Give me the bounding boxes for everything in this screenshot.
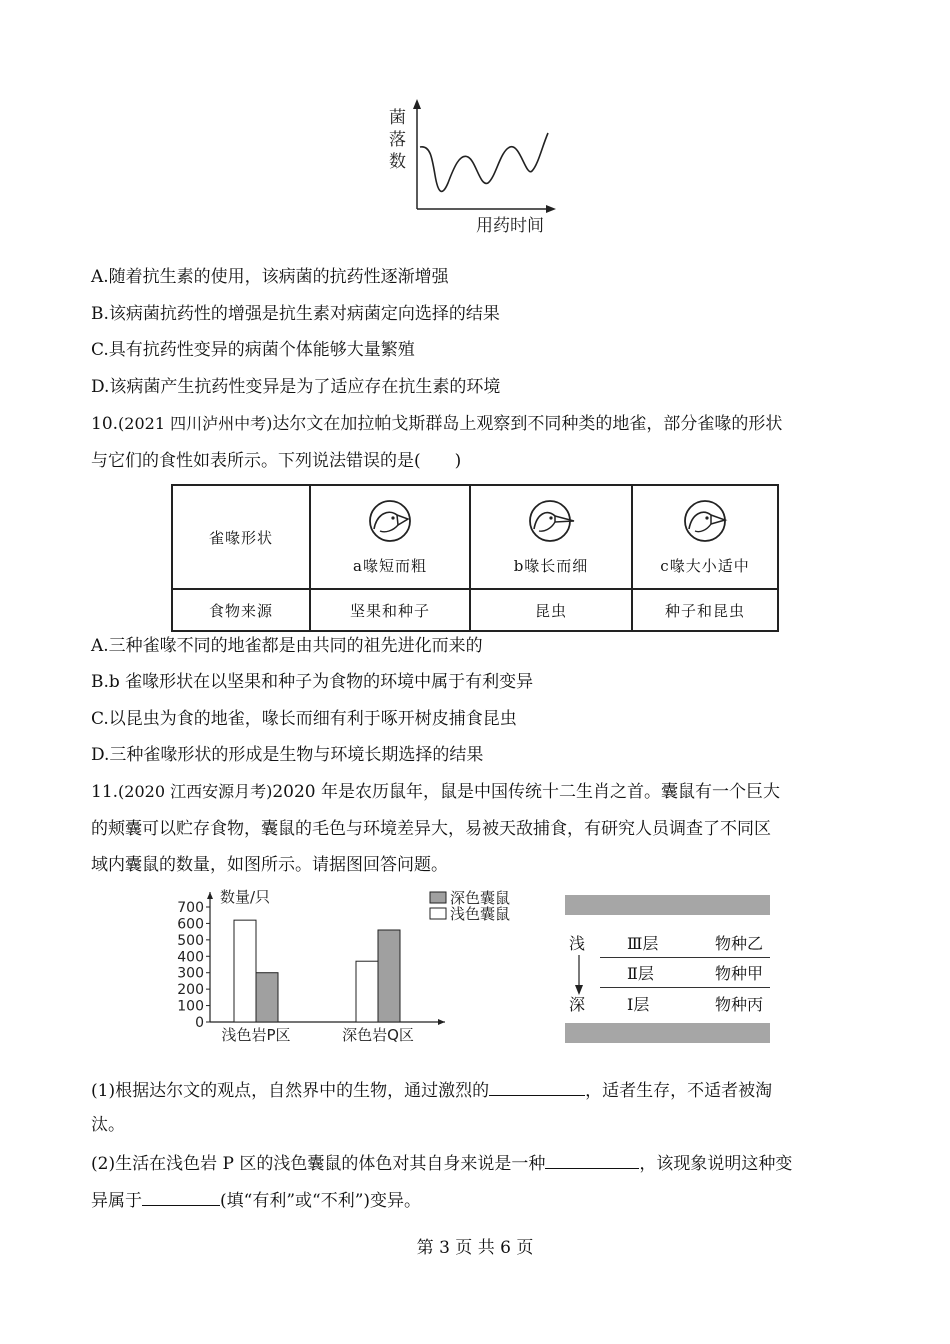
chart-bars bbox=[234, 920, 400, 1022]
y-tick-label: 600 bbox=[177, 916, 204, 933]
q10-source: (2021 四川泸州中考) bbox=[118, 414, 273, 433]
q11-sub2-text-a: (2)生活在浅色岩 P 区的浅色囊鼠的体色对其自身来说是一种 bbox=[91, 1154, 546, 1174]
beak-cell-a bbox=[310, 485, 470, 589]
layer-name-1: Ⅰ层 bbox=[627, 995, 650, 1014]
q11-stem-line3: 域内囊鼠的数量，如图所示。请据图回答问题。 bbox=[91, 855, 448, 875]
q10-option-b: B.b 雀喙形状在以坚果和种子为食物的环境中属于有利变异 bbox=[91, 672, 534, 692]
q9-option-c: C.具有抗药性变异的病菌个体能够大量繁殖 bbox=[91, 340, 415, 360]
y-tick-label: 400 bbox=[177, 949, 204, 966]
y-label-3: 数 bbox=[389, 152, 406, 172]
q11-sub2-text-d: (填“有利”或“不利”)变异。 bbox=[220, 1191, 422, 1211]
y-tick-label: 0 bbox=[195, 1015, 204, 1031]
x-axis-arrow bbox=[438, 1019, 445, 1025]
bird-head-long-thin-icon bbox=[525, 499, 577, 543]
q11-sub2-blank-1[interactable] bbox=[545, 1150, 639, 1169]
beak-row-header: 雀喙形状 bbox=[172, 485, 310, 589]
q11-sub2-line1 bbox=[91, 1150, 792, 1176]
x-label: 用药时间 bbox=[476, 216, 544, 236]
chart-legend bbox=[430, 889, 510, 923]
deep-label: 深 bbox=[569, 995, 586, 1014]
q11-sub1-text-a: (1)根据达尔文的观点，自然界中的生物，通过激烈的 bbox=[91, 1081, 490, 1101]
beak-cell-c bbox=[632, 485, 778, 589]
q10-stem-text: 达尔文在加拉帕戈斯群岛上观察到不同种类的地雀，部分雀喙的形状 bbox=[272, 414, 783, 434]
q10-stem-line2: 与它们的食性如表所示。下列说法错误的是( ) bbox=[91, 451, 462, 471]
top-boundary-bar bbox=[565, 895, 770, 915]
layer-species-1: 物种丙 bbox=[715, 995, 764, 1014]
legend-swatch bbox=[430, 892, 446, 903]
layer-name-3: Ⅲ层 bbox=[627, 934, 659, 953]
q11-stem-line2: 的颊囊可以贮存食物，囊鼠的毛色与环境差异大，易被天敌捕食，有研究人员调查了不同区 bbox=[91, 819, 771, 839]
layer-diagram bbox=[565, 895, 770, 1045]
bird-head-short-thick-icon bbox=[365, 499, 415, 543]
gopher-count-bar-chart bbox=[170, 882, 540, 1050]
food-cell-b: 昆虫 bbox=[470, 589, 632, 631]
bar-深色囊鼠-深色岩Q区 bbox=[378, 930, 400, 1022]
bottom-boundary-bar bbox=[565, 1023, 770, 1043]
x-tick-label: 浅色岩P区 bbox=[221, 1026, 291, 1044]
y-label-1: 菌 bbox=[389, 108, 406, 128]
y-axis-arrow bbox=[207, 892, 213, 899]
q11-sub2-text-c: 异属于 bbox=[91, 1191, 142, 1211]
colony-count-graph bbox=[380, 95, 580, 240]
beak-label-b: b喙长而细 bbox=[513, 556, 589, 575]
beak-cell-b bbox=[470, 485, 632, 589]
q10-option-c: C.以昆虫为食的地雀，喙长而细有利于啄开树皮捕食昆虫 bbox=[91, 709, 517, 729]
layer-divider-2 bbox=[600, 987, 770, 988]
y-tick-label: 300 bbox=[177, 965, 204, 982]
q11-stem-text: 2020 年是农历鼠年，鼠是中国传统十二生肖之首。囊鼠有一个巨大 bbox=[272, 782, 781, 802]
bar-浅色囊鼠-浅色岩P区 bbox=[234, 920, 256, 1022]
layer-divider-1 bbox=[600, 957, 770, 958]
layer-species-3: 物种乙 bbox=[715, 934, 764, 953]
beak-label-c: c喙大小适中 bbox=[660, 556, 750, 575]
q11-sub1-text-b: ，适者生存，不适者被淘 bbox=[585, 1081, 773, 1101]
food-cell-a: 坚果和种子 bbox=[310, 589, 470, 631]
q9-option-b: B.该病菌抗药性的增强是抗生素对病菌定向选择的结果 bbox=[91, 304, 500, 324]
layer-name-2: Ⅱ层 bbox=[627, 964, 654, 983]
q11-sub1-line1 bbox=[91, 1077, 772, 1103]
colony-curve bbox=[420, 133, 548, 191]
shallow-label: 浅 bbox=[569, 934, 586, 953]
depth-arrow-icon bbox=[573, 955, 585, 995]
q11-stem-line1 bbox=[91, 780, 780, 804]
q11-sub2-text-b: ，该现象说明这种变 bbox=[639, 1154, 793, 1174]
q11-sub1-line2: 汰。 bbox=[91, 1115, 125, 1135]
y-tick-label: 200 bbox=[177, 982, 204, 999]
legend-label: 深色囊鼠 bbox=[450, 889, 511, 907]
y-axis-title: 数量/只 bbox=[220, 888, 271, 906]
y-tick-label: 500 bbox=[177, 932, 204, 949]
q9-option-d: D.该病菌产生抗药性变异是为了适应存在抗生素的环境 bbox=[91, 377, 501, 397]
layer-species-2: 物种甲 bbox=[715, 964, 764, 983]
beak-label-a: a喙短而粗 bbox=[353, 556, 427, 575]
food-row-header: 食物来源 bbox=[172, 589, 310, 631]
bird-head-medium-icon bbox=[680, 499, 730, 543]
q9-option-a: A.随着抗生素的使用，该病菌的抗药性逐渐增强 bbox=[91, 267, 449, 287]
x-tick-label: 深色岩Q区 bbox=[342, 1026, 414, 1044]
q11-source: (2020 江西安源月考) bbox=[118, 782, 273, 801]
y-tick-label: 100 bbox=[177, 998, 204, 1015]
page-footer: 第 3 页 共 6 页 bbox=[416, 1238, 534, 1258]
q10-stem-line1 bbox=[91, 412, 782, 436]
y-label-2: 落 bbox=[389, 130, 406, 150]
bar-深色囊鼠-浅色岩P区 bbox=[256, 973, 278, 1022]
y-tick-label: 700 bbox=[177, 900, 204, 916]
q11-number: 11. bbox=[91, 782, 119, 802]
beak-table bbox=[171, 484, 779, 632]
q10-option-a: A.三种雀喙不同的地雀都是由共同的祖先进化而来的 bbox=[91, 636, 483, 656]
legend-label: 浅色囊鼠 bbox=[450, 905, 511, 923]
food-cell-c: 种子和昆虫 bbox=[632, 589, 778, 631]
q10-number: 10. bbox=[91, 414, 119, 434]
legend-swatch bbox=[430, 908, 446, 919]
q11-sub2-line2 bbox=[91, 1187, 421, 1213]
q11-sub1-blank[interactable] bbox=[489, 1077, 585, 1096]
q10-option-d: D.三种雀喙形状的形成是生物与环境长期选择的结果 bbox=[91, 745, 484, 765]
bar-浅色囊鼠-深色岩Q区 bbox=[356, 961, 378, 1022]
q11-sub2-blank-2[interactable] bbox=[142, 1187, 220, 1206]
